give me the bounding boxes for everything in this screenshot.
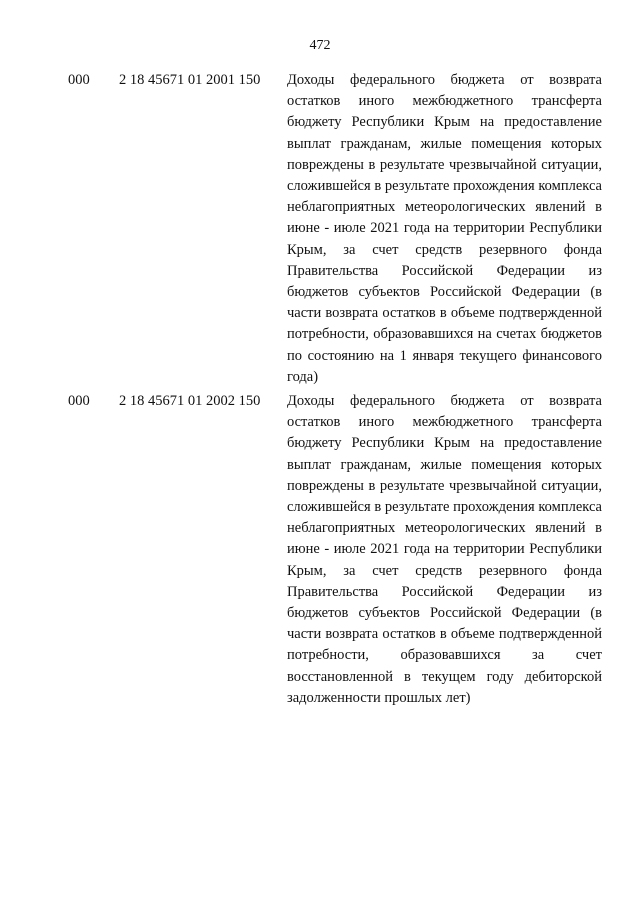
revenue-description: Доходы федерального бюджета от возврата остатков иного межбюджетного трансферта бюджету Республики Крым на предоставление выплат гражданам, жилые помещения которых повреждены в результате чрезвычайной ситуации, сложившейся в результате прохождения комплекса неблагоприятных метеорологических явлений в июне - июле 2021 года на территории Республики Крым, за счет средств резервного фонда Правительства Российской Федерации из бюджетов субъектов Российской Федерации (в части возврата остатков в объеме подтвержденной потребности, образовавшихся за счет восстановленной в текущем году дебиторской задолженности прошлых лет)	[287, 393, 602, 706]
administrator-code: 000	[68, 393, 90, 409]
budget-classification-code: 2 18 45671 01 2001 150	[119, 72, 261, 88]
revenue-description: Доходы федерального бюджета от возврата остатков иного межбюджетного трансферта бюджету Республики Крым на предоставление выплат гражданам, жилые помещения которых повреждены в результате чрезвычайной ситуации, сложившейся в результате прохождения комплекса неблагоприятных метеорологических явлений в июне - июле 2021 года на территории Республики Крым, за счет средств резервного фонда Правительства Российской Федерации из бюджетов субъектов Российской Федерации (в части возврата остатков в объеме подтвержденной потребности, образовавшихся на счетах бюджетов по состоянию на 1 января текущего финансового года)	[287, 72, 602, 385]
administrator-code: 000	[68, 72, 90, 88]
budget-classification-code: 2 18 45671 01 2002 150	[119, 393, 261, 409]
page-number: 472	[309, 38, 331, 53]
